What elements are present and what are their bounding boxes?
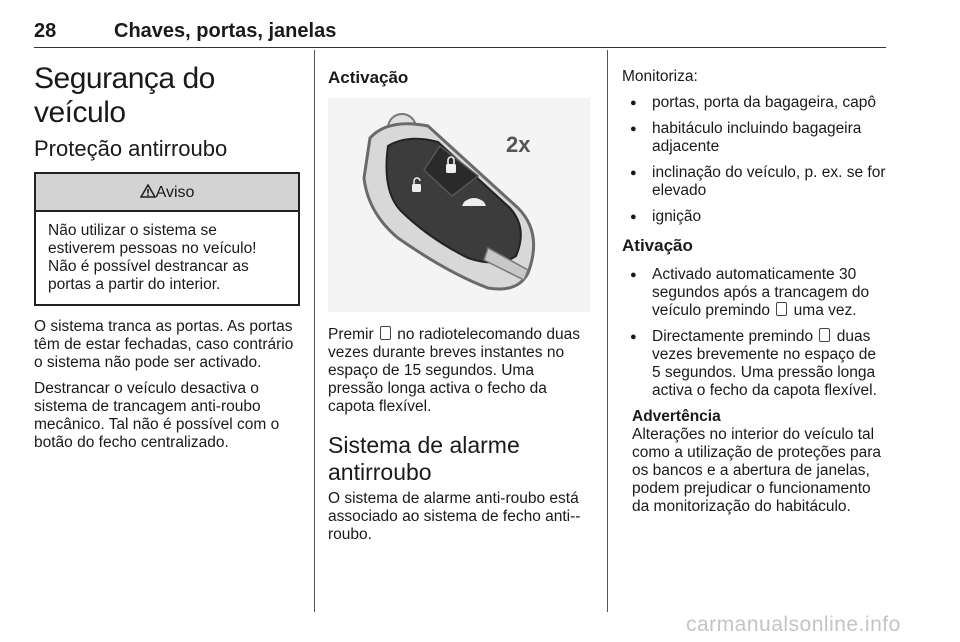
- list-item: ● inclinação do veículo, p. ex. se for elevado: [622, 164, 888, 200]
- activation-list: [622, 266, 888, 400]
- list-item: [622, 328, 888, 400]
- column-divider-1: [314, 50, 315, 612]
- list-item: ● ignição: [622, 208, 888, 226]
- watermark: carmanualsonline.info: [686, 613, 901, 636]
- page-number: 28: [34, 20, 57, 42]
- lock-button-icon: [819, 328, 830, 342]
- warning-heading: Aviso: [155, 184, 195, 201]
- column-divider-2: [607, 50, 608, 612]
- warning-box: [34, 172, 300, 306]
- chapter-title: Chaves, portas, janelas: [114, 20, 337, 42]
- column-left: [34, 54, 300, 460]
- warning-text: Não utilizar o sistema se estiverem pessoas no veículo! Não é possível destrancar as portas a partir do interior.: [48, 222, 257, 293]
- alarm-heading: Sistema de alarme antirroubo: [328, 432, 520, 485]
- note-title: Advertência: [632, 408, 721, 425]
- note-box: [622, 408, 888, 516]
- page-header: [34, 6, 886, 46]
- activation-text-start: Premir: [328, 326, 374, 343]
- paragraph-2: Destrancar o veículo desactiva o sistema de trancagem anti-roubo mecânico. Tal não é possível com o botão do fecho centralizado.: [34, 380, 280, 451]
- section-title: Segurança do veículo: [34, 62, 215, 129]
- warning-triangle-icon: [140, 184, 156, 198]
- list-item: [622, 266, 888, 320]
- header-divider: [34, 47, 886, 48]
- key-fob-icon: [328, 98, 590, 312]
- activation-text: [328, 326, 590, 416]
- lock-button-icon: [380, 326, 391, 340]
- activation-text-end: no radiotelecomando duas vezes durante breves instantes no espaço de 15 segundos. Uma pressão longa activa o fecho da capota flexível.: [328, 326, 580, 415]
- note-text: Alterações no interior do veículo tal como a utilização de proteções para os bancos e a abertura de janelas, podem prejudicar o funcionamento da monitorização do habitáculo.: [632, 426, 882, 515]
- activation-heading-2: Ativação: [622, 236, 693, 255]
- column-middle: [328, 54, 590, 552]
- monitor-intro: Monitoriza:: [622, 68, 698, 85]
- activation-item-2-start: Directamente premindo: [652, 328, 814, 345]
- activation-item-1-text: Activado automaticamente 30 segundos após a trancagem do veículo premindo: [652, 266, 870, 319]
- activation-item-2-text: duas vezes brevemente no espaço de 5 segundos. Uma pressão longa activa o fecho da capota flexível.: [652, 328, 877, 399]
- list-item: ● habitáculo incluindo bagageira adjacente: [622, 120, 888, 156]
- lock-button-icon: [776, 302, 787, 316]
- key-fob-illustration: [328, 98, 590, 312]
- section-subtitle: Proteção antirroubo: [34, 136, 228, 161]
- activation-item-1-end: uma vez.: [793, 302, 857, 319]
- press-count-label: 2x: [506, 132, 531, 157]
- alarm-text: O sistema de alarme anti-roubo está associado ao sistema de fecho anti--roubo.: [328, 490, 581, 543]
- monitor-list: [622, 94, 888, 226]
- column-right: [622, 54, 888, 524]
- list-item: ● portas, porta da bagageira, capô: [622, 94, 888, 112]
- warning-header: [36, 174, 298, 212]
- paragraph-1: O sistema tranca as portas. As portas têm de estar fechadas, caso contrário o sistema não pode ser activado.: [34, 318, 294, 371]
- activation-heading: Activação: [328, 68, 409, 87]
